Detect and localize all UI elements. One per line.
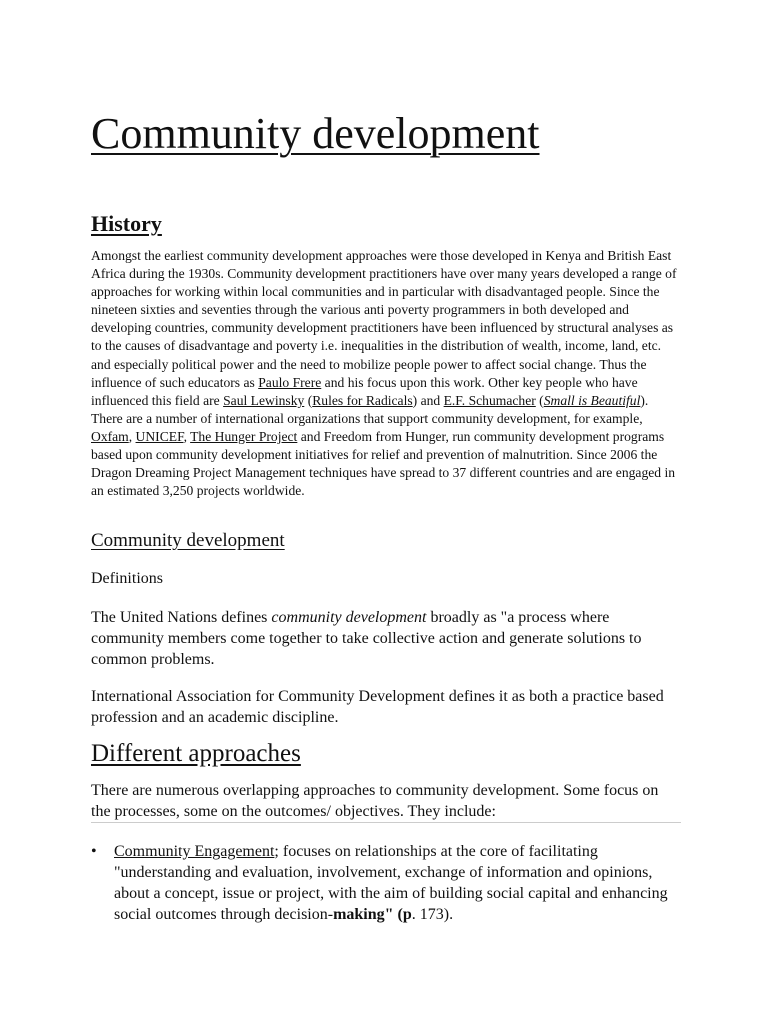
history-text: and Freedom from Hunger, run community development programs based upon community development initiatives for relief and prevention of malnutrition. Since 2006 the Dragon Dreaming Project Management techniques have spread to 37 different countries and are engaged in an estimated 3,250 projects worldwide. [91, 428, 676, 499]
link-oxfam[interactable]: Oxfam [91, 428, 129, 444]
approaches-list [91, 841, 681, 925]
list-item-tail: . 173). [411, 906, 454, 923]
list-item-bold: making" (p [333, 906, 412, 923]
un-text: The United Nations defines [91, 609, 272, 626]
iacd-definition-paragraph: International Association for Community Development defines it as both a practice based profession and an academic discipline. [91, 688, 664, 726]
link-hunger-project[interactable]: The Hunger Project [190, 428, 298, 444]
link-community-engagement[interactable]: Community Engagement [114, 843, 275, 860]
link-paulo-frere[interactable]: Paulo Frere [258, 374, 322, 390]
section-divider [91, 822, 681, 823]
history-text: , [128, 428, 136, 444]
approaches-heading: Different approaches [91, 740, 301, 767]
history-text: and his focus upon this work. Other key people who have influenced this field are [91, 374, 638, 408]
list-item-text: ; focuses on relationships at the core of facilitating "understanding and evaluation, involvement, exchange of information and opinions, about a concept, issue or project, with the aim of building social capital and enhancing social outcomes through decision- [114, 843, 668, 923]
history-text: ( [304, 392, 313, 408]
history-text: ). There are a number of international organizations that support community development, for example, [91, 392, 649, 426]
un-emphasis: community development [271, 609, 427, 626]
history-text: ( [535, 392, 544, 408]
un-definition-paragraph [91, 607, 681, 670]
link-small-is-beautiful[interactable]: Small is Beautiful [543, 392, 641, 408]
history-text: ) and [412, 392, 444, 408]
community-development-heading: Community development [91, 530, 285, 551]
history-heading: History [91, 211, 162, 236]
history-text: Amongst the earliest community development approaches were those developed in Kenya and British East Africa during the 1930s. Community development practitioners have over many years developed a range of approaches for working within local communities and in particular with disadvantaged people. Since the nineteen sixties and seventies through the various anti poverty programmers in both developed and developing countries, community development practitioners have been influenced by structural analyses as to the causes of disadvantage and poverty i.e. inequalities in the distribution of wealth, income, land, etc. and especially political power and the need to mobilize people power to affect social change. Thus the influence of such educators as [91, 248, 677, 390]
list-item [91, 841, 681, 925]
bullet-icon: • [91, 843, 97, 860]
page-title: Community development [91, 109, 540, 158]
link-ef-schumacher[interactable]: E.F. Schumacher [443, 392, 536, 408]
link-saul-lewinsky[interactable]: Saul Lewinsky [223, 392, 305, 408]
definitions-label: Definitions [91, 570, 163, 587]
link-rules-for-radicals[interactable]: Rules for Radicals [312, 392, 413, 408]
un-text: broadly as "a process where community members come together to take collective action and generate solutions to common problems. [91, 609, 642, 668]
history-text: , [183, 428, 191, 444]
link-unicef[interactable]: UNICEF [135, 428, 184, 444]
history-paragraph [91, 247, 679, 500]
approaches-intro: There are numerous overlapping approaches to community development. Some focus on the processes, some on the outcomes/ objectives. They include: [91, 782, 659, 820]
